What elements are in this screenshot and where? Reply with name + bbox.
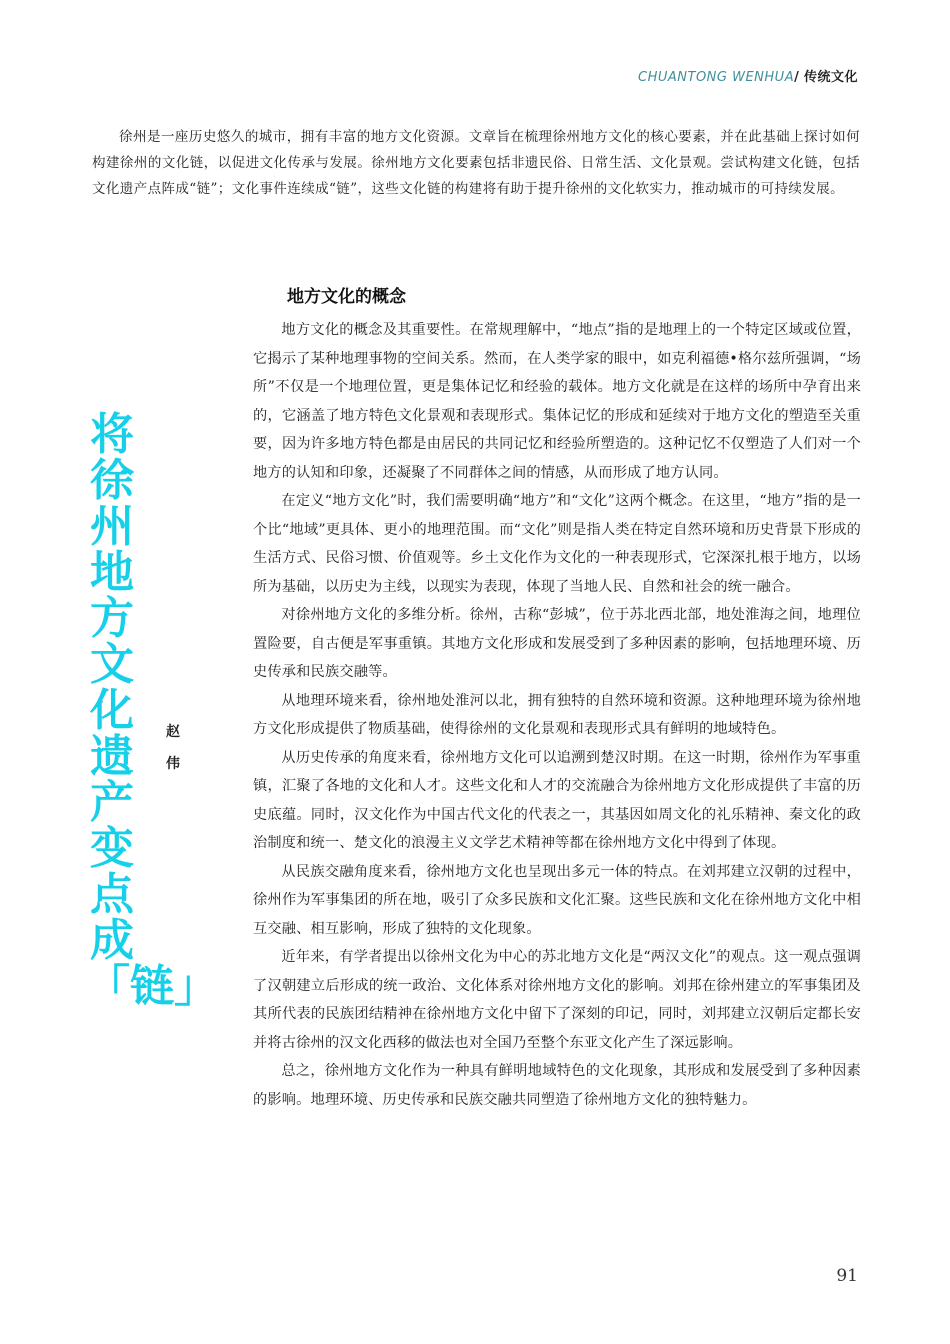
paragraph: 对徐州地方文化的多维分析。徐州，古称“彭城”，位于苏北西北部，地处淮海之间，地理位置险要，自古便是军事重镇。其地方文化形成和发展受到了多种因素的影响，包括地理环境、历史传承和民族交融等。 — [253, 607, 861, 680]
paragraph: 近年来，有学者提出以徐州文化为中心的苏北地方文化是“两汉文化”的观点。这一观点强调了汉朝建立后形成的统一政治、文化体系对徐州地方文化的影响。刘邦在徐州建立的军事集团及其所代表的民族团结精神在徐州地方文化中留下了深刻的印记，同时，刘邦建立汉朝后定都长安并将古徐州的汉文化西移的做法也对全国乃至整个东亚文化产生了深远影响。 — [253, 949, 861, 1051]
abstract: 徐州是一座历史悠久的城市，拥有丰富的地方文化资源。文章旨在梳理徐州地方文化的核心要素，并在此基础上探讨如何构建徐州的文化链，以促进文化传承与发展。徐州地方文化要素包括非遗民俗、日常生活、文化景观。尝试构建文化链，包括文化遗产点阵成“链”；文化事件连续成“链”，这些文化链的构建将有助于提升徐州的文化软实力，推动城市的可持续发展。 — [92, 129, 860, 197]
header-separator: / — [794, 70, 800, 85]
running-header — [638, 66, 858, 85]
paragraph: 在定义“地方文化”时，我们需要明确“地方”和“文化”这两个概念。在这里，“地方”指的是一个比“地域”更具体、更小的地理范围。而“文化”则是指人类在特定自然环境和历史背景下形成的生活方式、民俗习惯、价值观等。乡土文化作为文化的一种表现形式，它深深扎根于地方，以场所为基础，以历史为主线，以现实为表现，体现了当地人民、自然和社会的统一融合。 — [253, 493, 861, 595]
header-chinese: 传统文化 — [803, 70, 858, 85]
paragraph: 从历史传承的角度来看，徐州地方文化可以追溯到楚汉时期。在这一时期，徐州作为军事重镇，汇聚了各地的文化和人才。这些文化和人才的交流融合为徐州地方文化形成提供了丰富的历史底蕴。同时，汉文化作为中国古代文化的代表之一，其基因如周文化的礼乐精神、秦文化的政治制度和统一、楚文化的浪漫主义文学艺术精神等都在徐州地方文化中得到了体现。 — [253, 749, 861, 851]
paragraph: 从地理环境来看，徐州地处淮河以北，拥有独特的自然环境和资源。这种地理环境为徐州地方文化形成提供了物质基础，使得徐州的文化景观和表现形式具有鲜明的地域特色。 — [253, 692, 861, 737]
author-name: 赵伟 — [166, 724, 180, 772]
article-body — [253, 316, 861, 1114]
article-title: 将徐州地方文化遗产变点成「链」 — [86, 409, 218, 1012]
page-number: 91 — [836, 1266, 858, 1286]
section-title: 地方文化的概念 — [287, 287, 406, 307]
paragraph: 地方文化的概念及其重要性。在常规理解中，“地点”指的是地理上的一个特定区域或位置，它揭示了某种地理事物的空间关系。然而，在人类学家的眼中，如克利福德•格尔兹所强调，“场所”不仅是一个地理位置，更是集体记忆和经验的载体。地方文化就是在这样的场所中孕育出来的，它涵盖了地方特色文化景观和表现形式。集体记忆的形成和延续对于地方文化的塑造至关重要，因为许多地方特色都是由居民的共同记忆和经验所塑造的。这种记忆不仅塑造了人们对一个地方的认知和印象，还凝聚了不同群体之间的情感，从而形成了地方认同。 — [253, 322, 861, 481]
paragraph: 总之，徐州地方文化作为一种具有鲜明地域特色的文化现象，其形成和发展受到了多种因素的影响。地理环境、历史传承和民族交融共同塑造了徐州地方文化的独特魅力。 — [253, 1063, 861, 1108]
header-english: CHUANTONG WENHUA — [638, 70, 795, 85]
paragraph: 从民族交融角度来看，徐州地方文化也呈现出多元一体的特点。在刘邦建立汉朝的过程中，徐州作为军事集团的所在地，吸引了众多民族和文化汇聚。这些民族和文化在徐州地方文化中相互交融、相互影响，形成了独特的文化现象。 — [253, 863, 861, 937]
